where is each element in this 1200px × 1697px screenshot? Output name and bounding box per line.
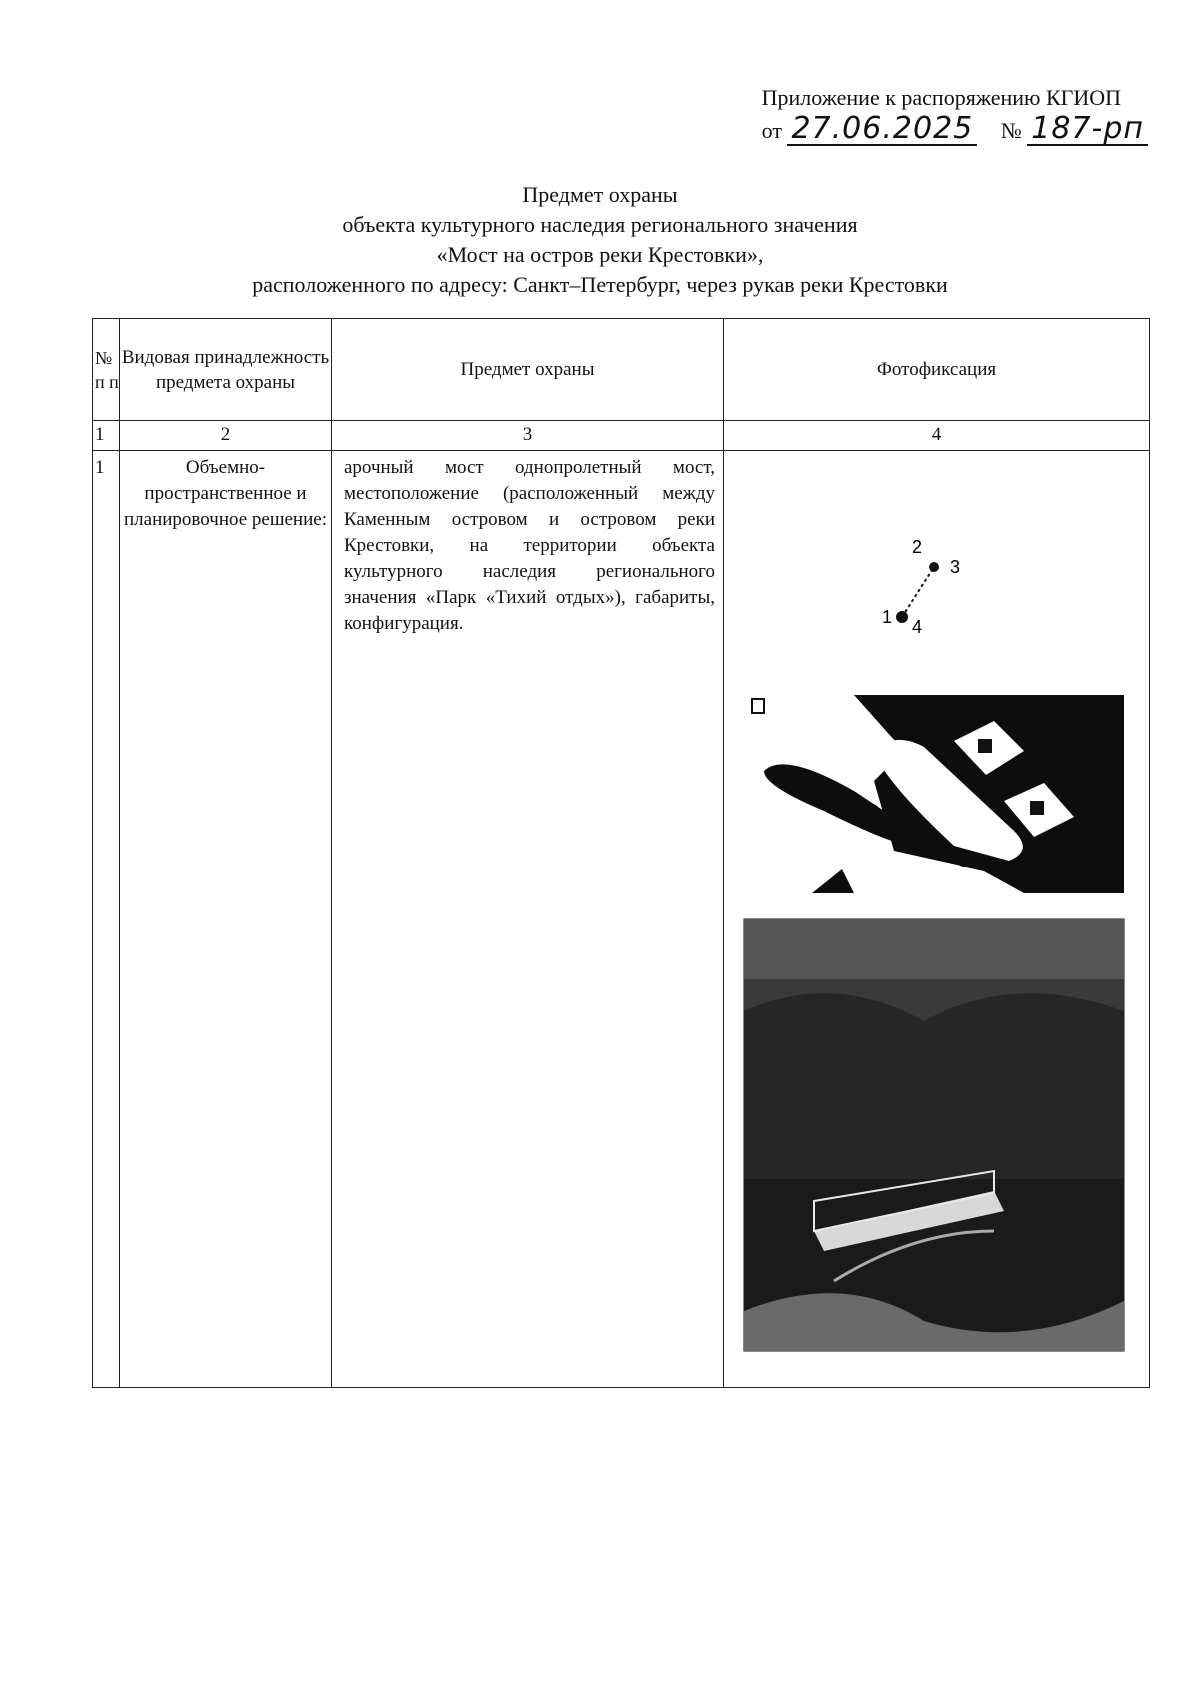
header-type: Видовая принадлежность предмета охраны [120,319,332,421]
column-numbers-row [93,421,1150,451]
row-photos [724,451,1150,1388]
appendix-date-number [761,111,1148,146]
bridge-point [865,804,879,818]
title-line-2: объекта культурного наследия регионального значения [342,212,858,237]
location-map [752,695,1124,893]
row-subject: арочный мост однопролетный мост, местоположение (расположенный между Каменным островом и островом реки Крестовки, на территории объекта культурного наследия регионального значения «Парк «Тихий отдых»), габариты, конфигурация. [332,451,724,1388]
header-subject: Предмет охраны [332,319,724,421]
col-number-4: 4 [724,421,1150,451]
order-number: 187-рп [1027,114,1148,146]
appendix-title: Приложение к распоряжению КГИОП [761,85,1122,110]
col-number-1: 1 [93,421,120,451]
point-label: 4 [912,617,923,637]
from-prefix: от [761,118,782,143]
order-date: 27.06.2025 [787,114,977,146]
appendix-block [762,84,1148,146]
bridge-photo [744,919,1124,1351]
point-label: 2 [912,537,923,557]
header-number: № п п [93,319,120,421]
table-header-row [93,319,1150,421]
map-marker-icon [752,699,764,713]
document-title [0,180,1200,300]
building-marker [1030,801,1044,815]
point-scheme [882,537,960,637]
point-label: 3 [950,557,961,577]
photo-fixation-figures [724,451,1144,1381]
title-line-4: расположенного по адресу: Санкт–Петербург, через рукав реки Крестовки [252,272,948,297]
col-number-3: 3 [332,421,724,451]
protection-table [92,318,1150,1388]
header-photo: Фотофиксация [724,319,1150,421]
col-number-2: 2 [120,421,332,451]
row-type: Объемно-пространственное и планировочное решение: [120,451,332,1388]
title-line-3: «Мост на остров реки Крестовки», [436,242,764,267]
photo-trees [744,993,1124,1179]
bridge-line [902,567,934,617]
title-line-1: Предмет охраны [522,182,678,207]
building-marker [978,739,992,753]
table-row [93,451,1150,1388]
point-label: 1 [882,607,893,627]
bridge-point [956,851,972,867]
photo-sky-foliage [744,919,1124,979]
row-number: 1 [93,451,120,1388]
number-sign: № [1000,118,1022,143]
